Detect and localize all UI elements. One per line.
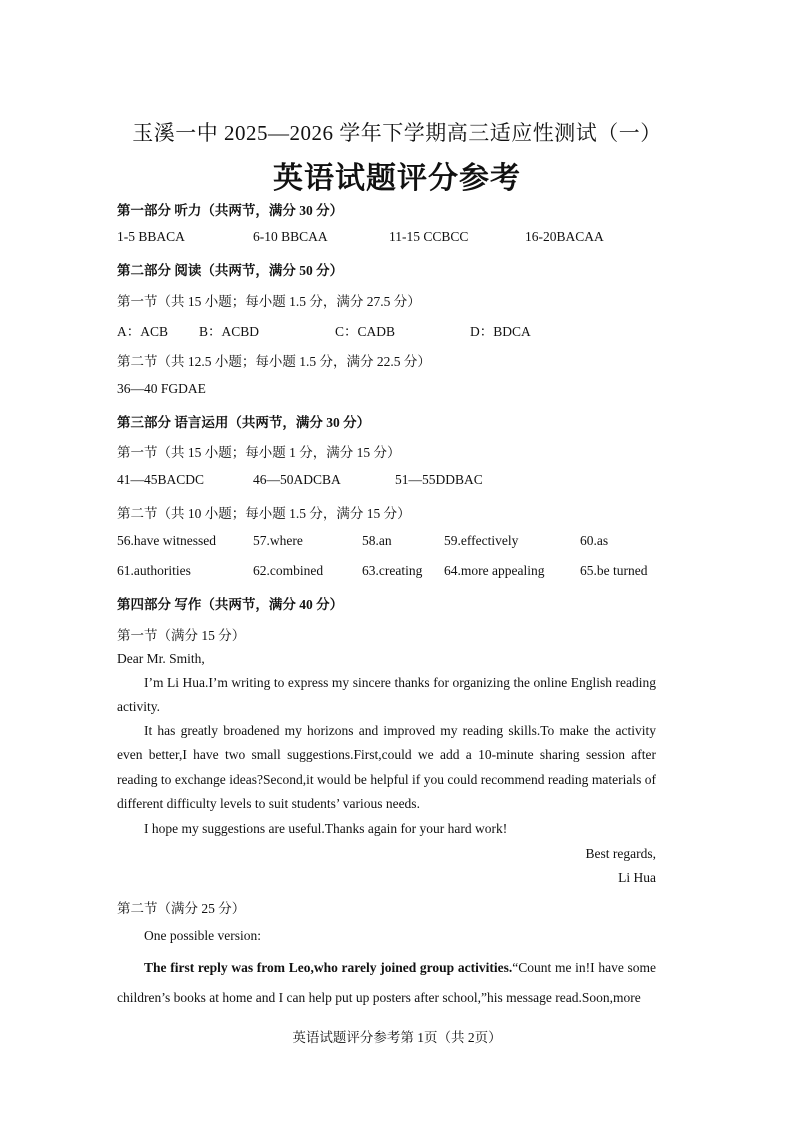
answer-group: 51—55DDBAC xyxy=(395,472,483,487)
answer-group: 46—50ADCBA xyxy=(253,472,341,487)
answer-item: 65.be turned xyxy=(580,563,648,578)
answer-item: 64.more appealing xyxy=(444,563,545,578)
answer-item: 60.as xyxy=(580,533,609,548)
part2-section2-heading: 第二节（共 12.5 小题；每小题 1.5 分，满分 22.5 分） xyxy=(117,354,431,369)
letter-paragraph-2: It has greatly broadened my horizons and improved my reading skills.To make the activity even better,I have two small suggestions.First,could we add a 10-minute sharing session after reading to exchange ideas?Second,it would be helpful if you could recommend reading materials of different difficulty levels to suit students’ various needs. xyxy=(117,723,656,812)
version-label: One possible version: xyxy=(144,928,261,943)
answer-group: 16-20BACAA xyxy=(525,229,604,244)
answer-group: D：BDCA xyxy=(470,324,531,339)
answer-item: 57.where xyxy=(253,533,303,548)
part2-section2-answers: 36—40 FGDAE xyxy=(117,381,206,396)
letter-signature: Li Hua xyxy=(618,870,656,885)
answer-group: B：ACBD xyxy=(199,324,260,339)
part3-section1-heading: 第一节（共 15 小题；每小题 1 分，满分 15 分） xyxy=(117,445,401,460)
document-title: 玉溪一中 2025—2026 学年下学期高三适应性测试（一） xyxy=(132,121,662,145)
story-bold-sentence: The first reply was from Leo,who rarely joined group activities. xyxy=(144,960,513,975)
part4-heading: 第四部分 写作（共两节，满分 40 分） xyxy=(117,597,344,612)
part2-section1-heading: 第一节（共 15 小题；每小题 1.5 分，满分 27.5 分） xyxy=(117,294,421,309)
answer-group: 1-5 BBACA xyxy=(117,229,185,244)
document-subtitle: 英语试题评分参考 xyxy=(273,161,521,196)
story-paragraph xyxy=(117,953,656,1013)
part3-heading: 第三部分 语言运用（共两节，满分 30 分） xyxy=(117,415,371,430)
answer-group: A：ACB xyxy=(117,324,169,339)
answer-group: 6-10 BBCAA xyxy=(253,229,328,244)
letter-salutation: Dear Mr. Smith, xyxy=(117,651,205,666)
letter-closing: Best regards, xyxy=(585,846,656,861)
answer-item: 56.have witnessed xyxy=(117,533,216,548)
answer-group: C：CADB xyxy=(335,324,396,339)
answer-group: 11-15 CCBCC xyxy=(389,229,469,244)
part4-section2-heading: 第二节（满分 25 分） xyxy=(117,901,246,916)
letter-paragraph-3: I hope my suggestions are useful.Thanks again for your hard work! xyxy=(144,821,508,836)
answer-item: 63.creating xyxy=(362,563,423,578)
letter-paragraph-1: I’m Li Hua.I’m writing to express my sincere thanks for organizing the online English reading activity. xyxy=(117,675,656,715)
answer-item: 62.combined xyxy=(253,563,324,578)
answer-item: 59.effectively xyxy=(444,533,519,548)
answer-item: 61.authorities xyxy=(117,563,191,578)
part1-heading: 第一部分 听力（共两节，满分 30 分） xyxy=(117,203,344,218)
answer-item: 58.an xyxy=(362,533,392,548)
part2-heading: 第二部分 阅读（共两节，满分 50 分） xyxy=(117,263,344,278)
answer-group: 41—45BACDC xyxy=(117,472,205,487)
story-continuation: “Count me in!I have some children’s books at home and I can help put up posters after school,”his message read.Soon,more xyxy=(117,960,657,1005)
part3-section2-heading: 第二节（共 10 小题；每小题 1.5 分，满分 15 分） xyxy=(117,506,411,521)
part4-section1-heading: 第一节（满分 15 分） xyxy=(117,628,246,643)
page-footer: 英语试题评分参考第 1页（共 2页） xyxy=(292,1030,502,1045)
